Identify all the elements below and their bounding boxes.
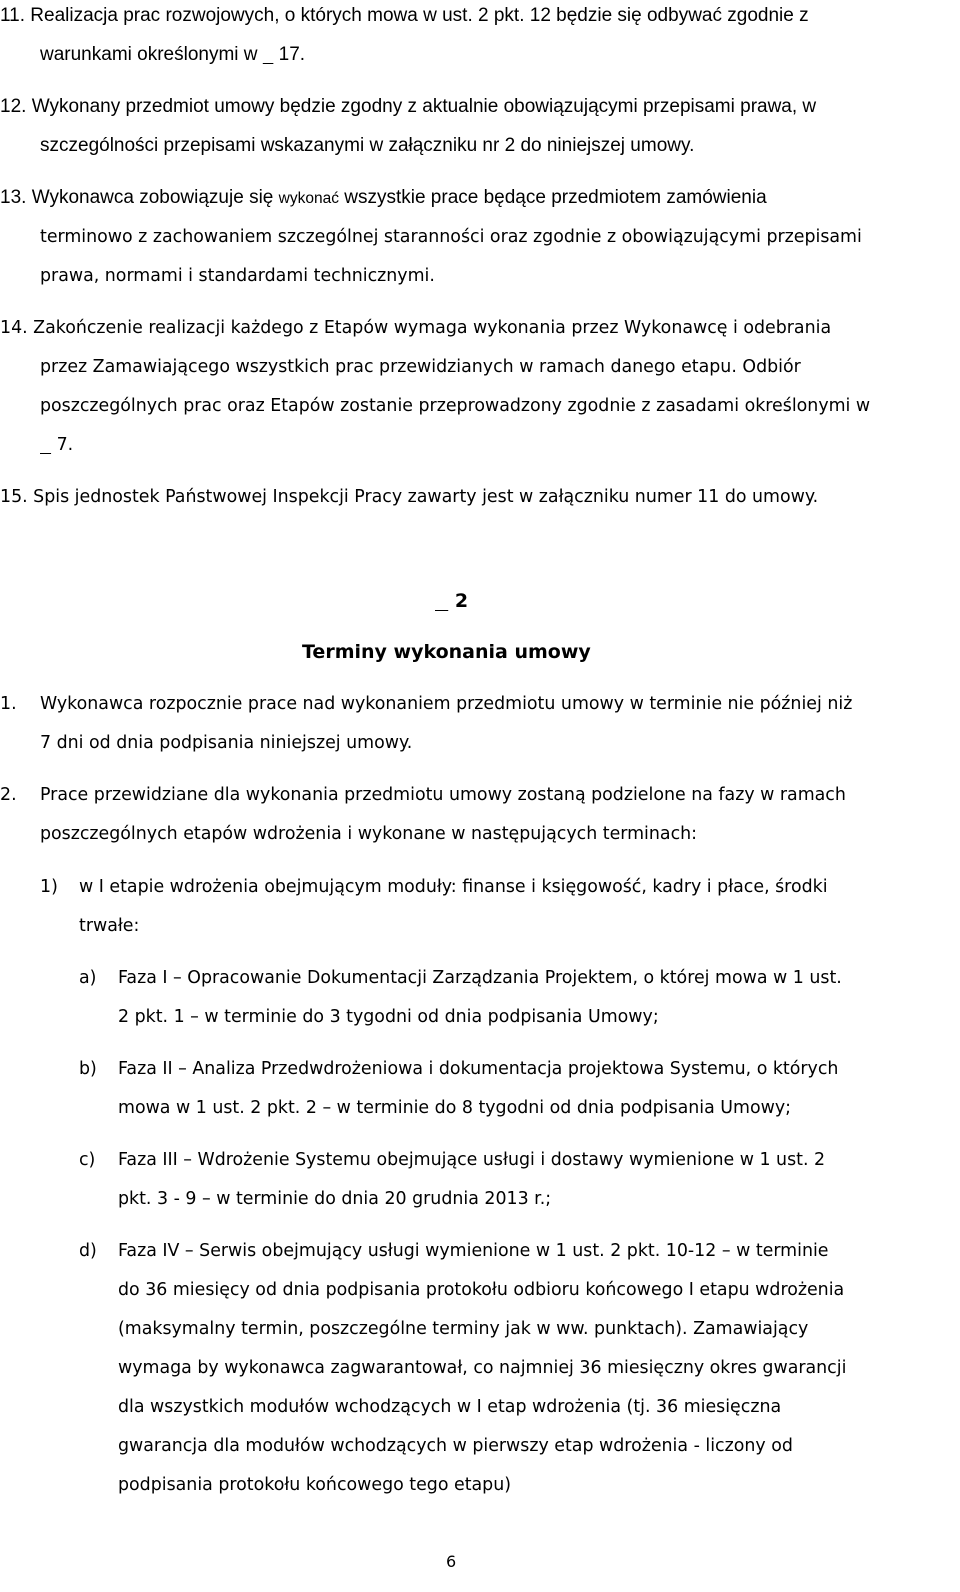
item-d-label: d) bbox=[79, 1241, 97, 1261]
clause-2-line-2: poszczególnych etapów wdrożenia i wykonane w następujących terminach: bbox=[40, 824, 698, 844]
section-symbol bbox=[435, 590, 448, 612]
paragraph-14-line-3: poszczególnych prac oraz Etapów zostanie przeprowadzony zgodnie z zasadami określonymi w bbox=[40, 396, 871, 416]
clause-1-number: 1. bbox=[0, 694, 17, 714]
item-d-line-2: do 36 miesięcy od dnia podpisania protokołu odbioru końcowego I etapu wdrożenia bbox=[118, 1280, 845, 1300]
paragraph-13-line-1 bbox=[0, 186, 767, 211]
paragraph-14-line-2: przez Zamawiającego wszystkich prac przewidzianych w ramach danego etapu. Odbiór bbox=[40, 357, 801, 377]
item-c-line-1: Faza III – Wdrożenie Systemu obejmujące usługi i dostawy wymienione w 1 ust. 2 bbox=[118, 1150, 826, 1170]
section-number-value: 2 bbox=[454, 590, 469, 612]
item-d-line-5: dla wszystkich modułów wchodzących w I etap wdrożenia (tj. 36 miesięczna bbox=[118, 1397, 782, 1417]
item-d-line-7: podpisania protokołu końcowego tego etapu) bbox=[118, 1475, 512, 1495]
item-c-label: c) bbox=[79, 1150, 96, 1170]
paragraph-13-line-1-c: wszystkie prace będące przedmiotem zamówienia bbox=[338, 187, 767, 208]
item-a-label: a) bbox=[79, 968, 97, 988]
item-1-line-2: trwałe: bbox=[79, 916, 140, 936]
paragraph-13-line-1-a: 13. Wykonawca zobowiązuje się bbox=[0, 187, 279, 208]
paragraph-11-line-2-text: warunkami określonymi w bbox=[40, 44, 263, 65]
clause-2-line-1: Prace przewidziane dla wykonania przedmiotu umowy zostaną podzielone na fazy w ramach bbox=[40, 785, 846, 805]
paragraph-11-line-2-ref: 17. bbox=[278, 44, 306, 65]
section-title: Terminy wykonania umowy bbox=[302, 641, 591, 663]
clause-1-line-1: Wykonawca rozpocznie prace nad wykonaniem przedmiotu umowy w terminie nie później niż bbox=[40, 694, 853, 714]
item-1-line-1: w I etapie wdrożenia obejmującym moduły: finanse i księgowość, kadry i płace, środki bbox=[79, 877, 828, 897]
item-b-line-2: mowa w 1 ust. 2 pkt. 2 – w terminie do 8 tygodni od dnia podpisania Umowy; bbox=[118, 1098, 791, 1118]
item-d-line-1: Faza IV – Serwis obejmujący usługi wymienione w 1 ust. 2 pkt. 10-12 – w terminie bbox=[118, 1241, 829, 1261]
item-a-line-2: 2 pkt. 1 – w terminie do 3 tygodni od dnia podpisania Umowy; bbox=[118, 1007, 659, 1027]
paragraph-11-line-1: 11. Realizacja prac rozwojowych, o których mowa w ust. 2 pkt. 12 będzie się odbywać zgodnie z bbox=[0, 5, 809, 26]
item-d-line-4: wymaga by wykonawca zagwarantował, co najmniej 36 miesięczny okres gwarancji bbox=[118, 1358, 847, 1378]
item-d-line-6: gwarancja dla modułów wchodzących w pierwszy etap wdrożenia - liczony od bbox=[118, 1436, 793, 1456]
clause-2-number: 2. bbox=[0, 785, 17, 805]
paragraph-14-line-4-ref: 7. bbox=[56, 435, 74, 455]
section-number bbox=[435, 589, 468, 613]
item-1-number: 1) bbox=[40, 877, 58, 897]
item-c-line-2: pkt. 3 - 9 – w terminie do dnia 20 grudnia 2013 r.; bbox=[118, 1189, 552, 1209]
item-b-label: b) bbox=[79, 1059, 97, 1079]
item-a-line-1: Faza I – Opracowanie Dokumentacji Zarządzania Projektem, o której mowa w 1 ust. bbox=[118, 968, 842, 988]
paragraph-14-line-4 bbox=[40, 433, 73, 457]
clause-1-line-2: 7 dni od dnia podpisania niniejszej umowy. bbox=[40, 733, 413, 753]
paragraph-14-line-1: 14. Zakończenie realizacji każdego z Etapów wymaga wykonania przez Wykonawcę i odebrania bbox=[0, 318, 832, 338]
page-number: 6 bbox=[446, 1552, 457, 1571]
paragraph-12-line-1: 12. Wykonany przedmiot umowy będzie zgodny z aktualnie obowiązującymi przepisami prawa, w bbox=[0, 96, 817, 117]
paragraph-13-line-2: terminowo z zachowaniem szczególnej staranności oraz zgodnie z obowiązującymi przepisami bbox=[40, 227, 862, 247]
paragraph-12-line-2: szczególności przepisami wskazanymi w załączniku nr 2 do niniejszej umowy. bbox=[40, 135, 695, 156]
item-b-line-1: Faza II – Analiza Przedwdrożeniowa i dokumentacja projektowa Systemu, o których bbox=[118, 1059, 839, 1079]
paragraph-13-line-1-b: wykonać bbox=[278, 190, 339, 207]
paragraph-11-line-2 bbox=[40, 43, 305, 67]
paragraph-15: 15. Spis jednostek Państwowej Inspekcji Pracy zawarty jest w załączniku numer 11 do umowy. bbox=[0, 487, 819, 507]
paragraph-13-line-3: prawa, normami i standardami technicznymi. bbox=[40, 266, 435, 286]
section-symbol bbox=[40, 435, 51, 455]
item-d-line-3: (maksymalny termin, poszczególne terminy jak w ww. punktach). Zamawiający bbox=[118, 1319, 809, 1339]
section-symbol bbox=[263, 44, 274, 65]
